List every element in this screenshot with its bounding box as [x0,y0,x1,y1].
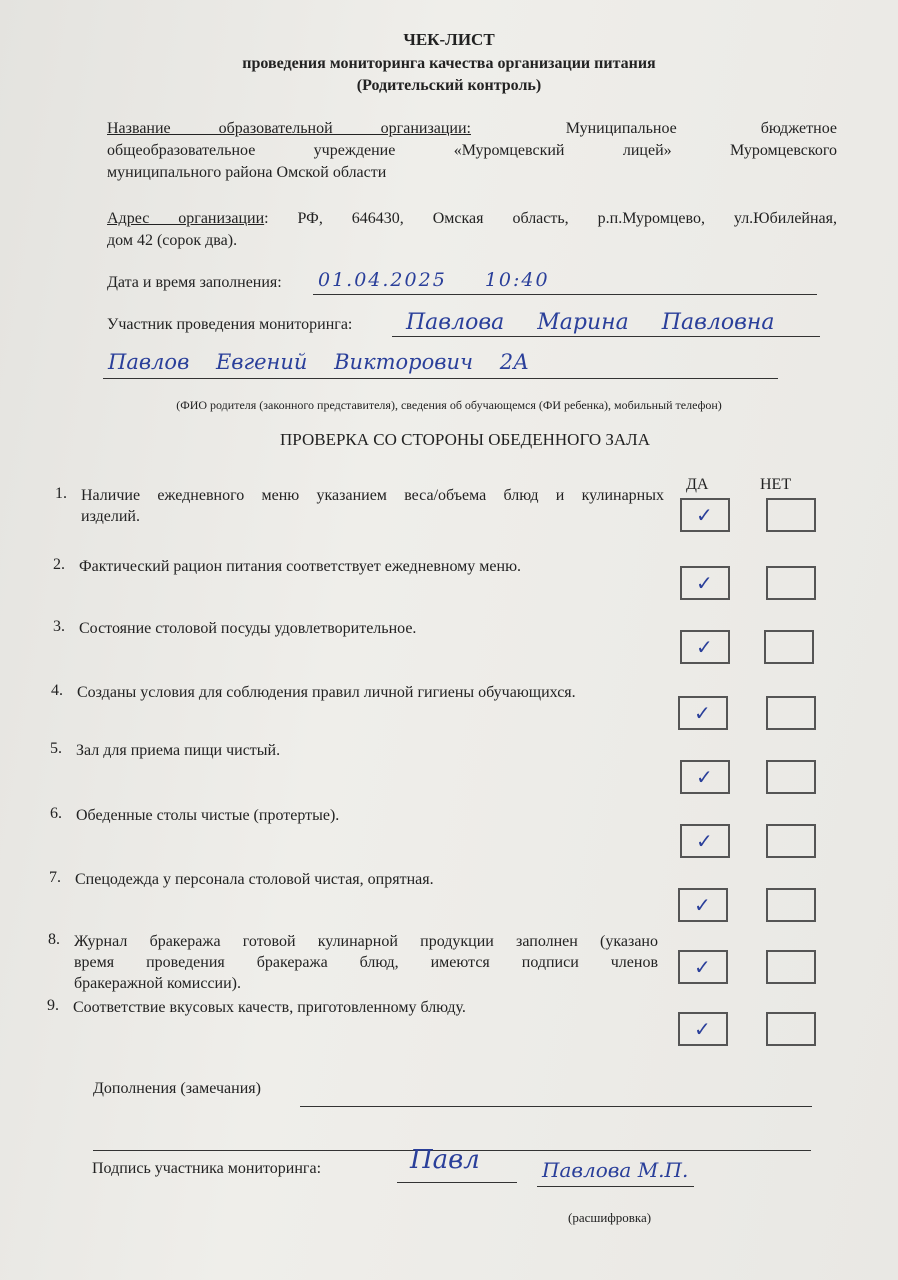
list-item [79,618,669,639]
list-item [75,869,665,890]
no-header: НЕТ [760,476,792,493]
check-mark-icon: ✓ [694,1017,711,1041]
no-checkbox[interactable] [766,824,816,858]
participant-underline-1 [392,336,820,337]
item-text: Созданы условия для соблюдения правил личной гигиены обучающихся. [77,684,576,701]
item-text: изделий. [81,508,140,525]
participant-value-2: Павлов Евгений Викторович 2А [108,350,530,374]
check-mark-icon: ✓ [696,503,713,527]
check-mark-icon: ✓ [696,635,713,659]
yes-checkbox[interactable] [678,1012,728,1046]
no-checkbox[interactable] [766,760,816,794]
address-block [107,208,837,252]
no-checkbox[interactable] [766,888,816,922]
address-line1: : РФ, 646430, Омская область, р.п.Муромцево, ул.Юбилейная, [264,210,837,227]
date-value: 01.04.2025 10:40 [318,269,550,291]
yes-checkbox[interactable] [680,498,730,532]
item-number: 4. [51,682,63,699]
item-number: 8. [48,931,60,948]
date-label: Дата и время заполнения: [107,274,282,291]
no-checkbox[interactable] [766,696,816,730]
check-mark-icon: ✓ [696,765,713,789]
check-mark-icon: ✓ [694,893,711,917]
item-text: Состояние столовой посуды удовлетворительное. [79,620,417,637]
address-line2: дом 42 (сорок два). [107,232,238,249]
address-label: Адрес организации [107,210,265,227]
no-checkbox[interactable] [766,498,816,532]
item-number: 3. [53,618,65,635]
yes-checkbox[interactable] [678,888,728,922]
participant-caption: (ФИО родителя (законного представителя), сведения об обучающемся (ФИ ребенка), мобильный телефон) [176,398,722,412]
signature-name: Павлова М.П. [542,1158,689,1182]
item-text: Соответствие вкусовых качеств, приготовленному блюду. [73,999,466,1016]
yes-checkbox[interactable] [680,630,730,664]
no-checkbox[interactable] [766,566,816,600]
item-number: 6. [50,805,62,822]
item-text: время проведения бракеража блюд, имеются подписи членов [74,954,658,971]
no-checkbox[interactable] [766,950,816,984]
item-number: 1. [55,485,67,502]
signature-underline [397,1182,517,1183]
no-checkbox[interactable] [764,630,814,664]
additions-label: Дополнения (замечания) [93,1080,261,1097]
item-number: 9. [47,997,59,1014]
list-item [76,805,666,826]
section-title: ПРОВЕРКА СО СТОРОНЫ ОБЕДЕННОГО ЗАЛА [280,430,650,449]
yes-checkbox[interactable] [678,950,728,984]
item-text: Спецодежда у персонала столовой чистая, опрятная. [75,871,434,888]
org-line1: Муниципальное бюджетное [565,120,837,137]
check-mark-icon: ✓ [694,955,711,979]
signature-label: Подпись участника мониторинга: [92,1160,322,1177]
org-line2: общеобразовательное учреждение «Муромцевский лицей» Муромцевского [107,142,837,159]
item-text: Обеденные столы чистые (протертые). [76,807,340,824]
signature-caption: (расшифровка) [568,1210,652,1225]
item-text: Зал для приема пищи чистый. [76,742,281,759]
item-text: Журнал бракеража готовой кулинарной продукции заполнен (указано [74,933,658,950]
yes-checkbox[interactable] [680,760,730,794]
item-text: Наличие ежедневного меню указанием веса/объема блюд и кулинарных [81,487,664,504]
yes-checkbox[interactable] [678,696,728,730]
item-text: бракеражной комиссии). [74,975,241,992]
participant-underline-2 [103,378,778,379]
participant-value-1: Павлова Марина Павловна [406,310,775,335]
doc-subtitle: проведения мониторинга качества организации питания [242,55,656,72]
check-mark-icon: ✓ [696,571,713,595]
list-item [74,931,658,994]
yes-checkbox[interactable] [680,566,730,600]
check-mark-icon: ✓ [696,829,713,853]
list-item [77,682,667,703]
org-block [107,118,837,184]
item-text: Фактический рацион питания соответствует ежедневному меню. [79,558,522,575]
check-mark-icon: ✓ [694,701,711,725]
signature-mark: Павл [410,1145,480,1175]
yes-header: ДА [686,476,709,493]
date-underline [313,294,817,295]
list-item [73,997,663,1018]
org-label: Название образовательной организации: [107,120,471,137]
doc-title: ЧЕК-ЛИСТ [403,30,495,49]
no-checkbox[interactable] [766,1012,816,1046]
yes-checkbox[interactable] [680,824,730,858]
org-line3: муниципального района Омской области [107,164,387,181]
item-number: 5. [50,740,62,757]
additions-line-1[interactable] [300,1106,812,1107]
list-item [76,740,666,761]
item-number: 2. [53,556,65,573]
participant-label: Участник проведения мониторинга: [107,316,353,333]
list-item [81,485,664,527]
name-underline [537,1186,694,1187]
doc-subtitle-2: (Родительский контроль) [356,77,542,94]
list-item [79,556,669,577]
item-number: 7. [49,869,61,886]
